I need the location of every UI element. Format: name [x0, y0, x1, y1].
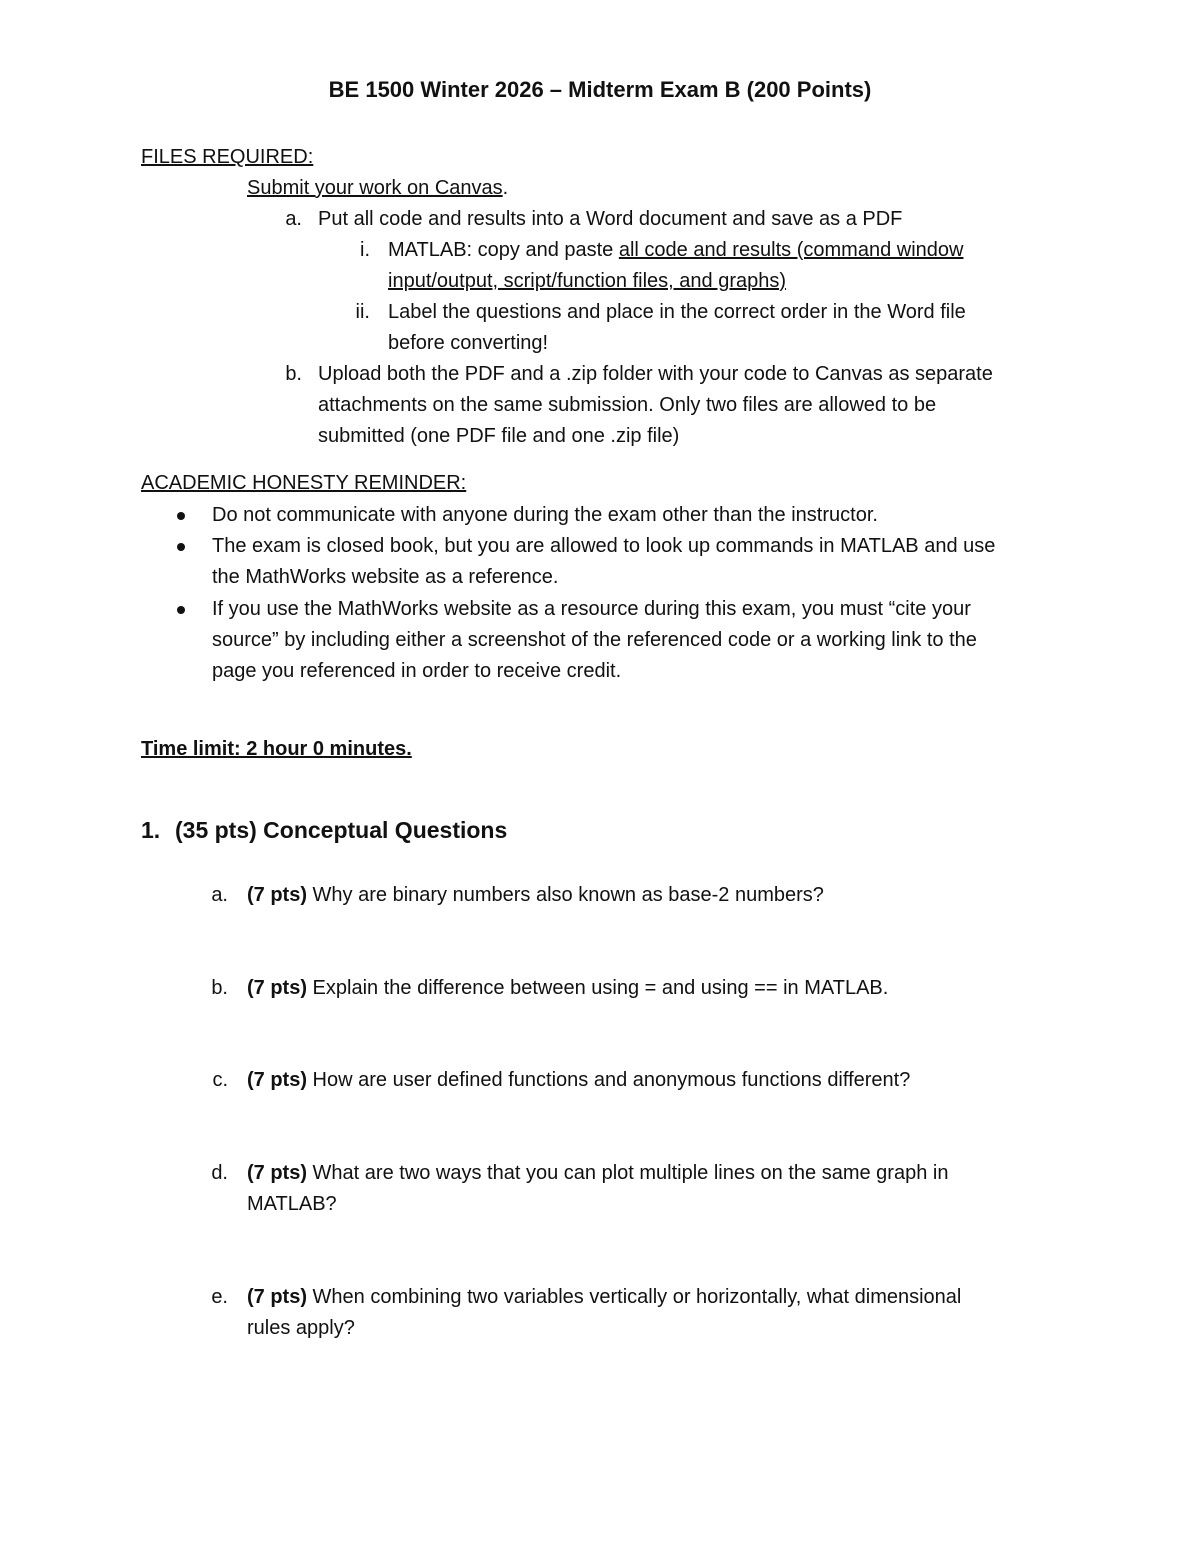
files-required-heading: FILES REQUIRED:	[141, 146, 314, 168]
academic-honesty-heading: ACADEMIC HONESTY REMINDER:	[141, 472, 467, 494]
subitem-i-marker: i.	[360, 239, 370, 261]
honesty-bullet-3-line1: If you use the MathWorks website as a resource during this exam, you must “cite your	[212, 598, 971, 620]
part-a-text	[247, 880, 824, 911]
honesty-bullet-3-line2: source” by including either a screenshot of the referenced code or a working link to the	[212, 629, 977, 651]
item-b-line1: Upload both the PDF and a .zip folder with your code to Canvas as separate	[318, 363, 993, 385]
submit-line-period: .	[502, 177, 509, 199]
item-a-marker: a.	[285, 208, 302, 230]
part-d-line2: MATLAB?	[247, 1193, 337, 1215]
honesty-bullet-3-line3: page you referenced in order to receive credit.	[212, 660, 622, 682]
honesty-bullet-2-line2: the MathWorks website as a reference.	[212, 566, 559, 588]
part-d-marker: d.	[211, 1162, 228, 1184]
part-e-points: (7 pts)	[247, 1286, 307, 1308]
part-c-question: How are user defined functions and anonymous functions different?	[307, 1069, 911, 1091]
subitem-i-underlined-1: all code and results (command window	[618, 239, 964, 261]
part-d-points: (7 pts)	[247, 1162, 307, 1184]
part-e-marker: e.	[211, 1286, 228, 1308]
honesty-bullet-2-line1: The exam is closed book, but you are allowed to look up commands in MATLAB and use	[212, 535, 996, 557]
subitem-i-line1	[388, 235, 963, 266]
part-b-question: Explain the difference between using = and using == in MATLAB.	[307, 977, 889, 999]
part-b-marker: b.	[211, 977, 228, 999]
part-c-points: (7 pts)	[247, 1069, 307, 1091]
part-e-line2: rules apply?	[247, 1317, 355, 1339]
item-a-text: Put all code and results into a Word document and save as a PDF	[318, 208, 903, 230]
bullet-icon	[177, 543, 185, 551]
item-b-line3: submitted (one PDF file and one .zip file)	[318, 425, 680, 447]
bullet-icon	[177, 512, 185, 520]
time-limit: Time limit: 2 hour 0 minutes.	[141, 738, 412, 760]
part-c-marker: c.	[212, 1069, 228, 1091]
part-a-question: Why are binary numbers also known as base-2 numbers?	[307, 884, 824, 906]
subitem-ii-marker: ii.	[355, 301, 370, 323]
part-b-text	[247, 973, 888, 1004]
submit-line-text: Submit your work on Canvas	[247, 177, 503, 199]
part-d-question: What are two ways that you can plot multiple lines on the same graph in	[307, 1162, 949, 1184]
question-1-number: 1.	[141, 817, 161, 843]
bullet-icon	[177, 606, 185, 614]
item-b-marker: b.	[285, 363, 302, 385]
part-e-text	[247, 1282, 961, 1313]
subitem-i-prefix: MATLAB: copy and paste	[388, 239, 619, 261]
part-c-text	[247, 1065, 910, 1096]
part-a-points: (7 pts)	[247, 884, 307, 906]
subitem-i-underlined-2: input/output, script/function files, and graphs)	[388, 270, 787, 292]
part-a-marker: a.	[211, 884, 228, 906]
submit-line	[247, 173, 508, 204]
subitem-ii-line2: before converting!	[388, 332, 549, 354]
part-d-text	[247, 1158, 948, 1189]
part-e-question: When combining two variables vertically or horizontally, what dimensional	[307, 1286, 962, 1308]
honesty-bullet-1-line1: Do not communicate with anyone during the exam other than the instructor.	[212, 504, 878, 526]
subitem-ii-line1: Label the questions and place in the correct order in the Word file	[388, 301, 966, 323]
exam-title: BE 1500 Winter 2026 – Midterm Exam B (200 Points)	[328, 77, 872, 102]
question-1-heading: (35 pts) Conceptual Questions	[175, 817, 508, 843]
item-b-line2: attachments on the same submission. Only two files are allowed to be	[318, 394, 937, 416]
part-b-points: (7 pts)	[247, 977, 307, 999]
